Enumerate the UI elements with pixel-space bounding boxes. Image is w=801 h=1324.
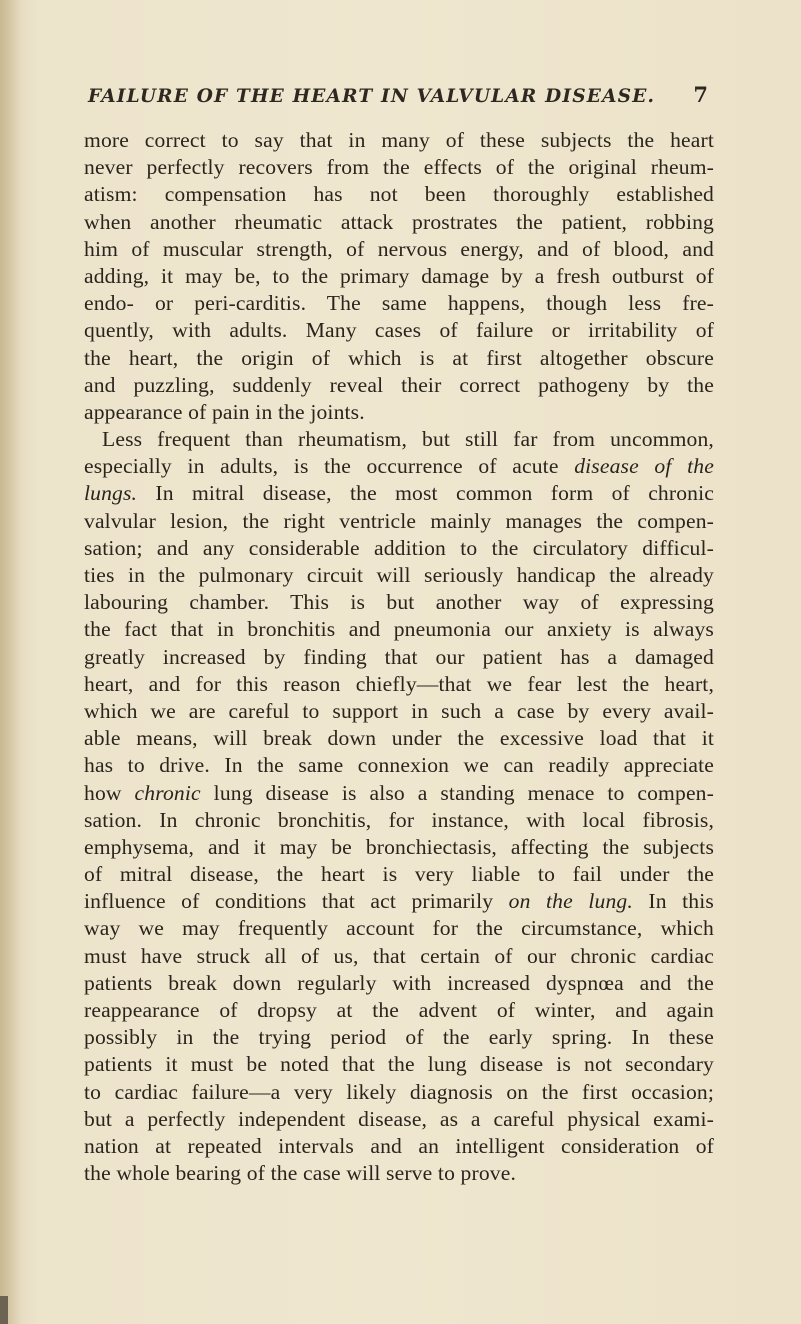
running-header (88, 82, 708, 122)
text-line: heart, and for this reason chiefly—that we fear lest the heart, (84, 671, 714, 696)
text-line (84, 480, 714, 507)
text-line: appearance of pain in the joints. (84, 399, 365, 424)
text-segment: lung disease is also a standing menace to compen- (213, 780, 714, 805)
italic-phrase: chronic (134, 780, 201, 805)
text-line: but a perfectly independent disease, as a careful physical exami- (84, 1106, 714, 1131)
text-line: atism: compensation has not been thoroughly established (84, 182, 714, 207)
text-line: labouring chamber. This is but another way of expressing (84, 590, 714, 615)
text-line (84, 453, 714, 480)
scan-edge-mark (0, 1296, 8, 1324)
paragraph-start-line: Less frequent than rheumatism, but still far from uncommon, (102, 427, 714, 452)
text-line: ties in the pulmonary circuit will seriously handicap the already (84, 563, 714, 587)
text-line: and puzzling, suddenly reveal their correct pathogeny by the (84, 372, 714, 397)
text-line: him of muscular strength, of nervous energy, and of blood, and (84, 236, 714, 261)
text-line: nation at repeated intervals and an intelligent consideration of (84, 1133, 714, 1158)
text-line: valvular lesion, the right ventricle mainly manages the compen- (84, 508, 714, 533)
text-line: when another rheumatic attack prostrates the patient, robbing (84, 209, 714, 234)
text-line: endo- or peri-carditis. The same happens, though less fre- (84, 291, 714, 316)
text-line: must have struck all of us, that certain of our chronic cardiac (84, 943, 714, 968)
text-line: to cardiac failure—a very likely diagnosis on the first occasion; (84, 1079, 714, 1104)
text-line: sation; and any considerable addition to the circulatory difficul- (84, 535, 714, 560)
text-line: never perfectly recovers from the effects of the original rheum- (84, 155, 714, 180)
text-line: adding, it may be, to the primary damage by a fresh outburst of (84, 263, 714, 288)
binding-shadow (0, 0, 22, 1324)
text-segment: In this (648, 889, 714, 914)
text-segment: how (84, 780, 122, 805)
text-line: greatly increased by finding that our patient has a damaged (84, 644, 714, 669)
page-number: 7 (693, 82, 708, 107)
text-line (84, 780, 714, 807)
italic-phrase: disease of the (574, 454, 714, 479)
text-line: sation. In chronic bronchitis, for instance, with local fibrosis, (84, 807, 714, 832)
text-line (84, 888, 714, 915)
text-line: patients it must be noted that the lung disease is not secondary (84, 1052, 714, 1077)
text-line: the whole bearing of the case will serve to prove. (84, 1161, 517, 1186)
text-line: reappearance of dropsy at the advent of winter, and again (84, 998, 714, 1022)
italic-phrase: on the lung. (508, 889, 633, 914)
text-segment: In mitral disease, the most common form of chronic (155, 481, 714, 506)
text-line: of mitral disease, the heart is very liable to fail under the (84, 862, 714, 887)
text-line: has to drive. In the same connexion we can readily appreciate (84, 753, 714, 778)
body-text (84, 127, 714, 1187)
text-segment: especially in adults, is the occurrence of acute (84, 454, 559, 479)
text-line: which we are careful to support in such a case by every avail- (84, 698, 714, 723)
running-title: FAILURE OF THE HEART IN VALVULAR DISEASE. (88, 86, 656, 107)
text-line: way we may frequently account for the circumstance, which (84, 916, 714, 941)
text-line: more correct to say that in many of these subjects the heart (84, 128, 714, 152)
text-line: emphysema, and it may be bronchiectasis, affecting the subjects (84, 834, 714, 859)
text-line: patients break down regularly with increased dyspnœa and the (84, 970, 714, 995)
text-line: the fact that in bronchitis and pneumonia our anxiety is always (84, 617, 714, 642)
text-line: able means, will break down under the excessive load that it (84, 726, 714, 751)
text-line: the heart, the origin of which is at first altogether obscure (84, 345, 714, 370)
text-segment: influence of conditions that act primarily (84, 889, 494, 914)
text-line: quently, with adults. Many cases of failure or irritability of (84, 318, 714, 343)
text-line: possibly in the trying period of the early spring. In these (84, 1025, 714, 1050)
italic-phrase: lungs. (84, 481, 138, 506)
